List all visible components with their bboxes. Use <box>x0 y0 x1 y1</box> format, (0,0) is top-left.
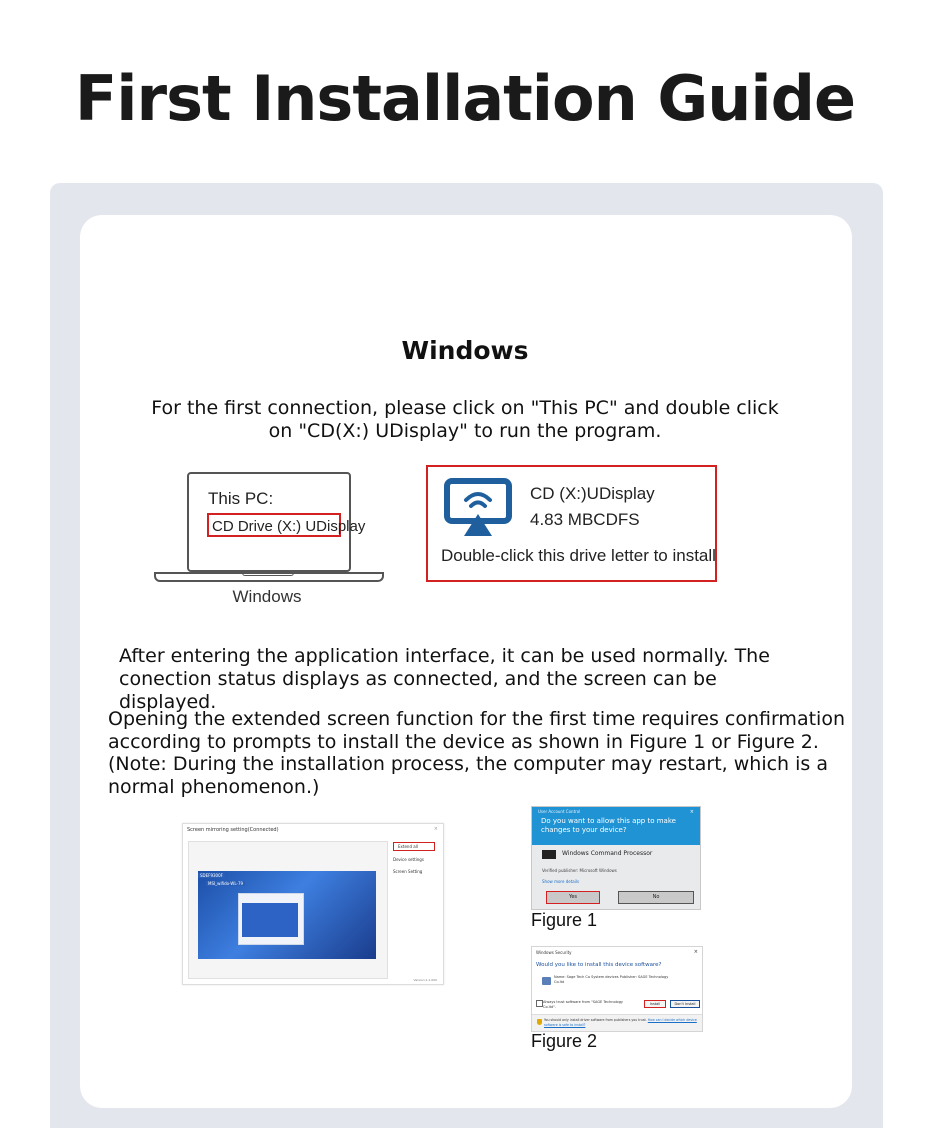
uac-app-name: Windows Command Processor <box>562 850 653 857</box>
install-button[interactable]: Install <box>644 1000 666 1008</box>
dont-install-button[interactable]: Don't Install <box>670 1000 700 1008</box>
close-icon[interactable]: × <box>693 949 698 955</box>
figure-1-caption: Figure 1 <box>531 910 598 930</box>
drive-size: 4.83 MBCDFS <box>530 510 640 529</box>
uac-question: Do you want to allow this app to make changes to your device? <box>541 817 676 834</box>
windows-security-title: Windows Security <box>536 950 572 955</box>
preview-window-content <box>242 903 298 937</box>
figure-2-caption: Figure 2 <box>531 1031 598 1051</box>
screen-setting-button[interactable]: Screen Setting <box>393 869 423 874</box>
page-title: First Installation Guide <box>74 62 856 135</box>
uac-no-button[interactable]: No <box>618 891 694 904</box>
device-tag: SDEF9300F <box>200 873 223 878</box>
always-trust-checkbox[interactable] <box>536 1000 543 1007</box>
drive-name: CD (X:)UDisplay <box>530 484 655 503</box>
cmd-icon <box>542 850 556 859</box>
shield-icon <box>537 1019 542 1025</box>
mirroring-version: Version:1.1.000 <box>413 978 437 982</box>
windows-security-question: Would you like to install this device software? <box>536 962 662 968</box>
safe-software-link[interactable]: How can I decide which device software is safe to install? <box>544 1018 697 1027</box>
warning-text: You should only install driver software from publishers you trust. <box>544 1018 647 1022</box>
laptop-notch <box>242 572 294 576</box>
close-icon[interactable]: × <box>689 809 694 815</box>
close-icon[interactable]: × <box>433 826 438 832</box>
extend-all-button[interactable]: Extend all <box>393 842 435 851</box>
drive-hint: Double-click this drive letter to install <box>441 546 716 565</box>
windows-security-dialog <box>531 946 703 1032</box>
this-pc-label: This PC: <box>208 489 274 508</box>
usage-paragraph: After entering the application interface, it can be used normally. The conection status displays as connected, and the screen can be displayed. <box>119 645 770 713</box>
laptop-caption: Windows <box>232 587 302 606</box>
cd-drive-item[interactable]: CD Drive (X:) UDisplay <box>207 513 341 537</box>
device-settings-button[interactable]: Device settings <box>393 857 424 862</box>
uac-more-details-link[interactable]: Show more details <box>542 879 580 884</box>
windows-security-warning <box>544 1018 699 1027</box>
intro-text: For the first connection, please click on "This PC" and double click on "CD(X:) UDisplay" to run the program. <box>151 397 779 442</box>
device-software-icon <box>542 977 551 985</box>
network-tag: MSI_wifido-WL-79 <box>208 881 244 886</box>
uac-yes-button[interactable]: Yes <box>546 891 600 904</box>
device-software-name: Name: Sage Tech Co System devices Publisher: SAGE Technology Co.ltd <box>554 975 669 984</box>
uac-dialog <box>531 806 701 910</box>
uac-publisher: Verified publisher: Microsoft Windows <box>542 868 617 873</box>
uac-title: User Account Control <box>538 809 581 814</box>
extended-screen-paragraph: Opening the extended screen function for the first time requires confirmation according to prompts to install the device as shown in Figure 1 or Figure 2. (Note: During the installation process, the computer may restart, which is a normal phenomenon.) <box>108 708 845 798</box>
mirroring-app-title: Screen mirroring setting(Connected) <box>187 827 279 833</box>
cast-screen-icon <box>444 478 512 538</box>
section-heading-windows: Windows <box>401 336 529 365</box>
always-trust-label: Always trust software from "SAGE Technology Co.ltd". <box>543 1000 623 1009</box>
